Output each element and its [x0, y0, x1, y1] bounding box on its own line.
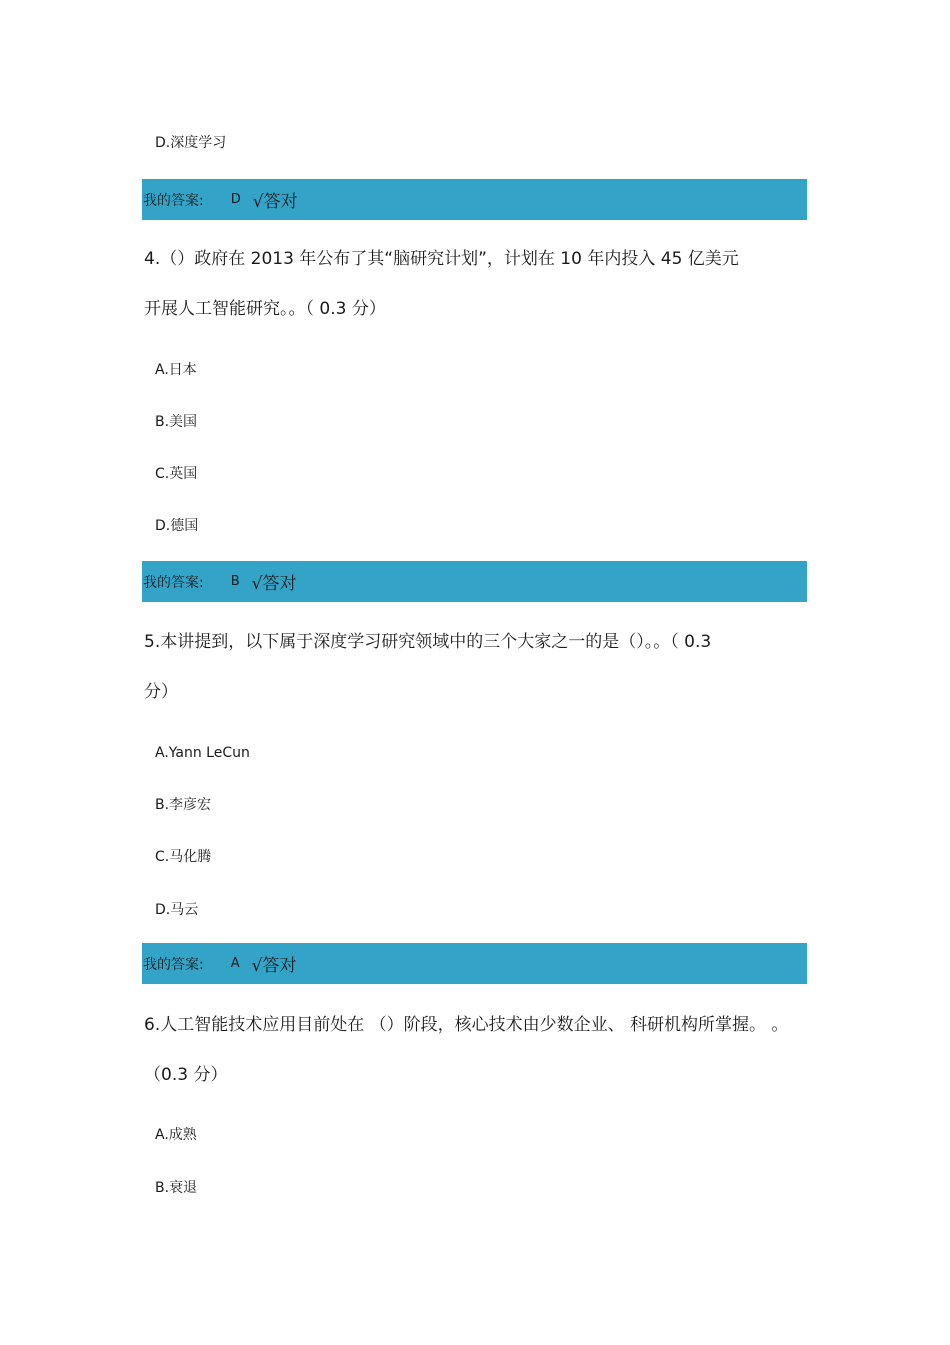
option-d: D.深度学习	[155, 135, 227, 151]
option-d: D.德国	[155, 518, 199, 534]
answer-value: B	[230, 574, 240, 589]
result-mark: √答对	[252, 192, 298, 212]
answer-value: D	[230, 192, 241, 207]
question-6-line-1: 6.人工智能技术应用目前处在 （）阶段，核心技术由少数企业、 科研机构所掌握。 。	[144, 1015, 789, 1035]
result-mark: √答对	[251, 956, 297, 976]
option-c: C.英国	[155, 466, 198, 482]
option-a: A.Yann LeCun	[155, 745, 250, 761]
question-5-line-1: 5.本讲提到，以下属于深度学习研究领域中的三个大家之一的是（）。。（ 0.3	[144, 632, 712, 652]
answer-label: 我的答案:	[143, 574, 204, 591]
option-a: A.成熟	[155, 1127, 197, 1143]
option-d: D.马云	[155, 902, 199, 918]
answer-label: 我的答案:	[143, 192, 204, 209]
answer-value: A	[230, 956, 240, 971]
option-a: A.日本	[155, 362, 197, 378]
question-6-line-2: （0.3 分）	[144, 1065, 228, 1085]
answer-result-bar	[142, 561, 807, 602]
result-mark: √答对	[251, 574, 297, 594]
question-4-line-1: 4.（）政府在 2013 年公布了其“脑研究计划”，计划在 10 年内投入 45 亿美元	[144, 249, 739, 269]
option-b: B.李彦宏	[155, 797, 212, 813]
question-4-line-2: 开展人工智能研究。。（ 0.3 分）	[144, 299, 386, 319]
answer-result-bar	[142, 179, 807, 220]
question-5-line-2: 分）	[144, 682, 178, 702]
option-b: B.美国	[155, 414, 198, 430]
answer-result-bar	[142, 943, 807, 984]
option-c: C.马化腾	[155, 849, 212, 865]
option-b: B.衰退	[155, 1180, 198, 1196]
answer-label: 我的答案:	[143, 956, 204, 973]
